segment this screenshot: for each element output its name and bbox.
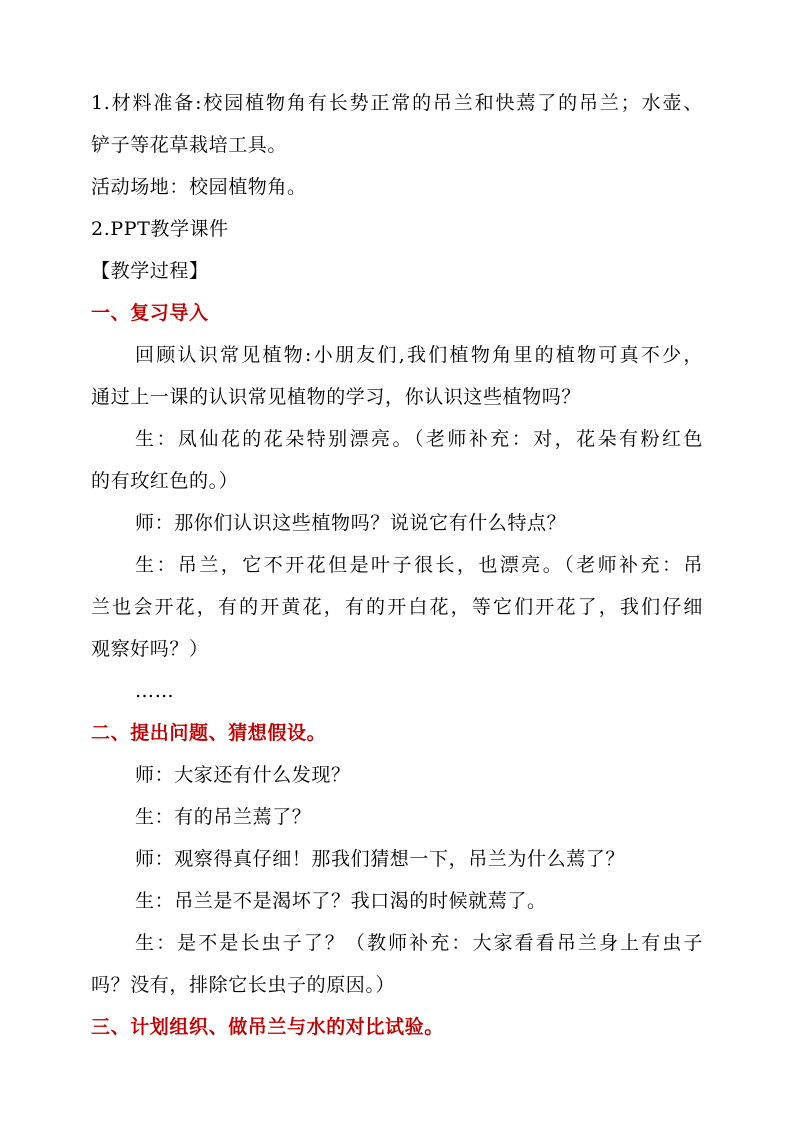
text-line: 的有玫红色的。） [91,470,239,492]
text-line: 铲子等花草栽培工具。 [91,134,288,156]
text-line: 生：凤仙花的花朵特别漂亮。（老师补充：对，花朵有粉红色 [135,428,703,450]
section-heading: 三、计划组织、做吊兰与水的对比试验。 [91,1016,444,1038]
section-heading: 一、复习导入 [91,302,209,324]
text-line: 通过上一课的认识常见植物的学习，你认识这些植物吗？ [91,386,582,408]
text-line: 观察好吗？） [91,638,209,660]
ellipsis-line: …… [135,680,175,702]
text-line: 1.材料准备:校园植物角有长势正常的吊兰和快蔫了的吊兰；水壶、 [91,92,703,114]
text-line: 师：那你们认识这些植物吗？说说它有什么特点？ [135,512,567,534]
text-line: 活动场地：校园植物角。 [91,176,307,198]
text-line: 兰也会开花，有的开黄花，有的开白花，等它们开花了，我们仔细 [91,596,703,618]
text-line: 师：大家还有什么发现？ [135,764,351,786]
text-line: 生：是不是长虫子了？（教师补充：大家看看吊兰身上有虫子 [135,932,703,954]
text-line: 吗？没有，排除它长虫子的原因。） [91,974,396,996]
section-heading: 二、提出问题、猜想假设。 [91,722,327,744]
text-line: 师：观察得真仔细！那我们猜想一下，吊兰为什么蔫了？ [135,848,626,870]
text-line: 生：有的吊兰蔫了？ [135,806,312,828]
text-line: 回顾认识常见植物:小朋友们,我们植物角里的植物可真不少， [135,344,703,366]
text-line: 生：吊兰是不是渴坏了？我口渴的时候就蔫了。 [135,890,547,912]
text-line: 生：吊兰，它不开花但是叶子很长，也漂亮。（老师补充：吊 [135,554,703,576]
text-line: 2.PPT教学课件 [91,218,229,240]
section-label: 【教学过程】 [91,260,209,282]
document-body [91,82,703,1048]
